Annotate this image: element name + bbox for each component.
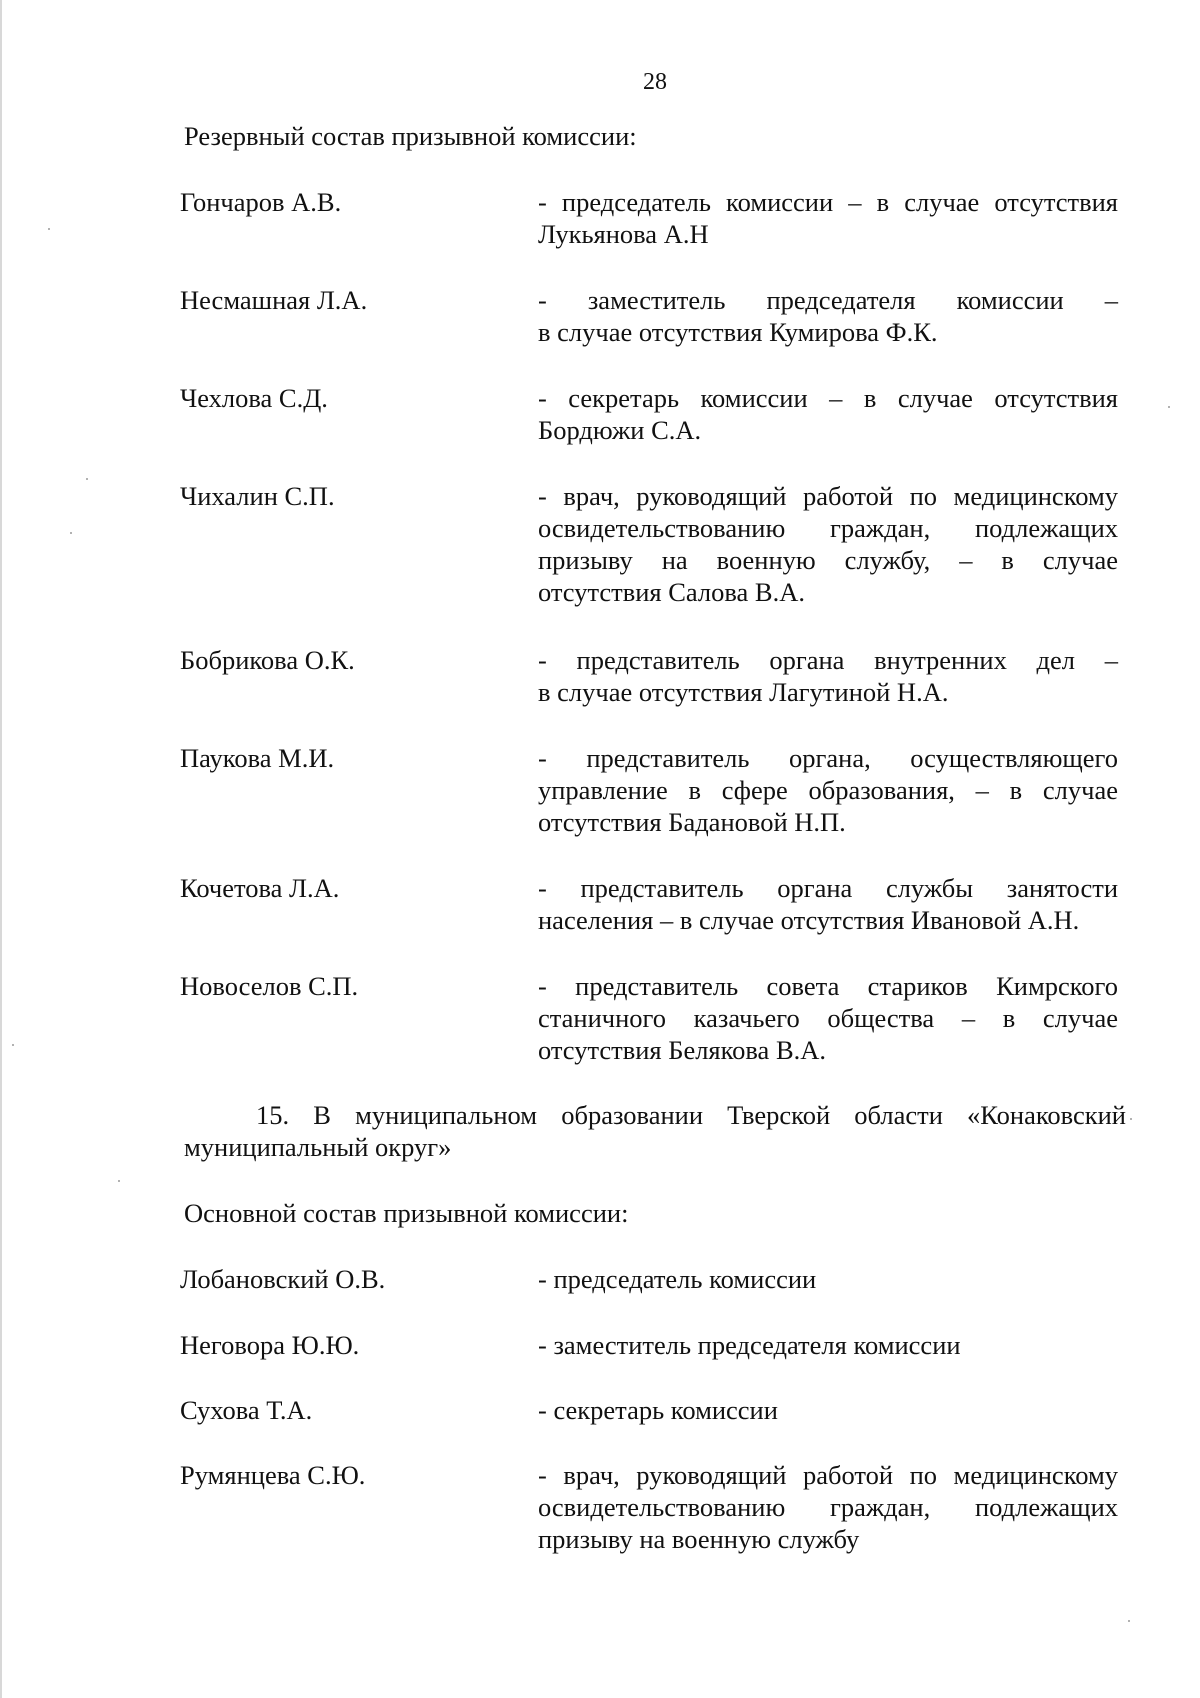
member-role — [538, 382, 1118, 446]
page-number: 28 — [643, 69, 667, 95]
member-role — [538, 284, 1118, 348]
section-15-title — [184, 1099, 1126, 1163]
role-line: в случае отсутствия Кумирова Ф.К. — [538, 317, 938, 347]
role-line: - врач, руководящий работой по медицинскому — [538, 1460, 1118, 1490]
role-line: - секретарь комиссии — [538, 1395, 778, 1425]
member-role — [538, 480, 1118, 608]
section-15-line: муниципальный округ» — [184, 1132, 452, 1162]
section-15-line: 15. В муниципальном образовании Тверской области «Конаковский — [256, 1100, 1126, 1130]
member-role — [538, 1394, 1118, 1426]
member-name: Кочетова Л.А. — [180, 873, 340, 903]
role-line: - председатель комиссии — [538, 1264, 817, 1294]
member-role — [538, 1329, 1118, 1361]
scan-speck — [118, 1180, 120, 1182]
role-line: - заместитель председателя комиссии — [538, 1330, 961, 1360]
member-role — [538, 186, 1118, 250]
role-line: в случае отсутствия Лагутиной Н.А. — [538, 677, 949, 707]
member-name: Сухова Т.А. — [180, 1395, 313, 1425]
role-line: - представитель органа внутренних дел – — [538, 645, 1118, 675]
role-line: - председатель комиссии – в случае отсутствия — [538, 187, 1118, 217]
member-name: Лобановский О.В. — [180, 1264, 386, 1294]
role-line: управление в сфере образования, – в случае — [538, 775, 1118, 805]
role-line: освидетельствованию граждан, подлежащих — [538, 1492, 1118, 1522]
role-line: отсутствия Белякова В.А. — [538, 1035, 827, 1065]
member-name: Паукова М.И. — [180, 743, 335, 773]
role-line: освидетельствованию граждан, подлежащих — [538, 513, 1118, 543]
member-name: Чехлова С.Д. — [180, 383, 328, 413]
scan-edge — [0, 0, 2, 1698]
member-role — [538, 970, 1118, 1066]
role-line: Лукьянова А.Н — [538, 219, 709, 249]
member-name: Гончаров А.В. — [180, 187, 342, 217]
member-role — [538, 872, 1118, 936]
scan-speck — [1168, 406, 1170, 408]
role-line: населения – в случае отсутствия Ивановой А.Н. — [538, 905, 1080, 935]
role-line: - представитель органа, осуществляющего — [538, 743, 1118, 773]
member-role — [538, 1459, 1118, 1555]
main-heading: Основной состав призывной комиссии: — [184, 1198, 629, 1228]
role-line: - врач, руководящий работой по медицинскому — [538, 481, 1118, 511]
member-name: Бобрикова О.К. — [180, 645, 355, 675]
member-role — [538, 1263, 1118, 1295]
role-line: отсутствия Бадановой Н.П. — [538, 807, 846, 837]
role-line: - секретарь комиссии – в случае отсутствия — [538, 383, 1118, 413]
scan-speck — [1130, 1118, 1132, 1120]
scan-speck — [48, 228, 50, 230]
member-role — [538, 742, 1118, 838]
member-name: Чихалин С.П. — [180, 481, 335, 511]
role-line: призыву на военную службу, – в случае — [538, 545, 1118, 575]
member-name: Румянцева С.Ю. — [180, 1460, 366, 1490]
member-name: Новоселов С.П. — [180, 971, 359, 1001]
role-line: станичного казачьего общества – в случае — [538, 1003, 1118, 1033]
reserve-heading: Резервный состав призывной комиссии: — [184, 121, 637, 151]
scan-speck — [1128, 1620, 1130, 1622]
role-line: отсутствия Салова В.А. — [538, 577, 805, 607]
scan-speck — [86, 478, 88, 480]
scan-speck — [12, 1044, 14, 1046]
scan-speck — [70, 532, 72, 534]
member-name: Несмашная Л.А. — [180, 285, 368, 315]
role-line: - представитель совета стариков Кимрского — [538, 971, 1118, 1001]
member-role — [538, 644, 1118, 708]
role-line: - заместитель председателя комиссии – — [538, 285, 1118, 315]
role-line: Бордюжи С.А. — [538, 415, 702, 445]
member-name: Неговора Ю.Ю. — [180, 1330, 360, 1360]
role-line: - представитель органа службы занятости — [538, 873, 1118, 903]
role-line: призыву на военную службу — [538, 1524, 860, 1554]
